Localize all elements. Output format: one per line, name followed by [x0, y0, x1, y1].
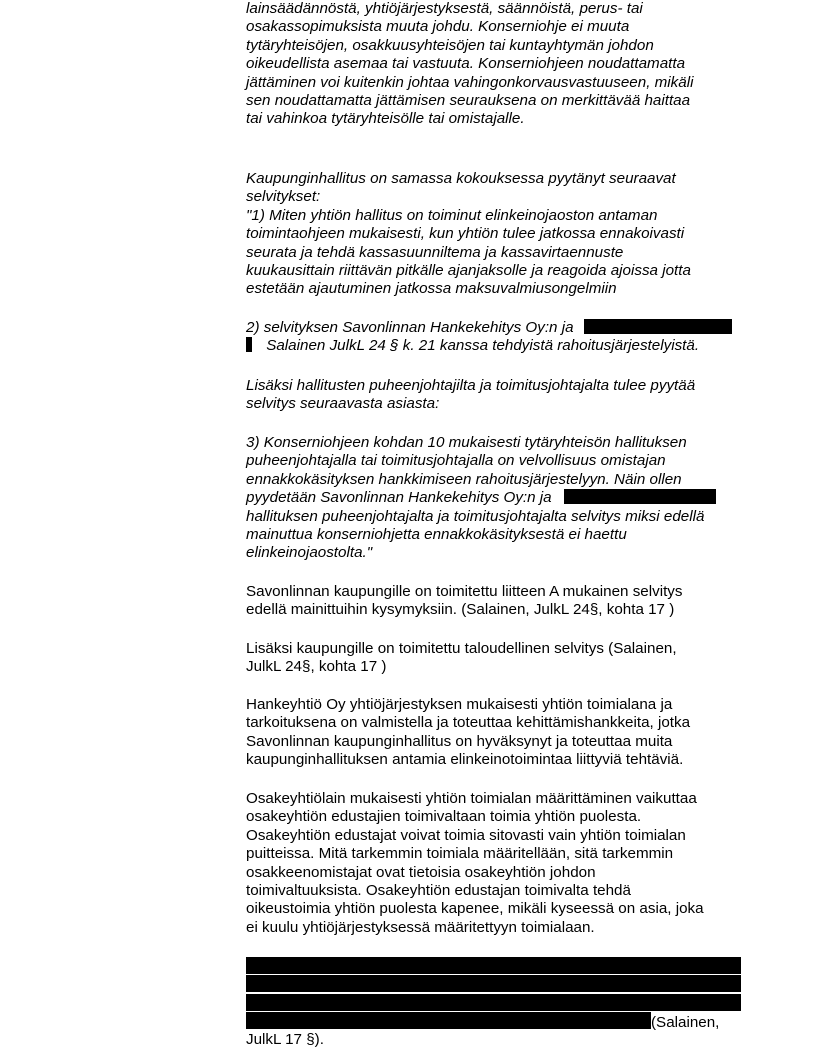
text-line: osakeyhtiön edustajien toimivaltaan toimia yhtiön puolesta.: [246, 808, 642, 826]
text-line: sen noudattamatta jättämisen seurauksena on merkittävää haittaa: [246, 91, 691, 109]
text-line: jättäminen voi kuitenkin johtaa vahingonkorvausvastuuseen, mikäli: [246, 73, 694, 91]
text-line: "1) Miten yhtiön hallitus on toiminut elinkeinojaoston antaman: [246, 206, 658, 224]
text-line: osakkeenomistajat ovat tietoisia osakeyhtiön johdon: [246, 863, 596, 881]
redaction-block: [246, 1012, 651, 1029]
text-line: tai vahinkoa tytäryhteisölle tai omistajalle.: [246, 110, 525, 128]
text-line: [246, 337, 732, 355]
company-purpose-paragraph: [246, 696, 690, 770]
request-2-paragraph: [246, 319, 732, 356]
text-line: [246, 1012, 746, 1030]
text-line: seurata ja tehdä kassasuunniltema ja kassavirtaennuste: [246, 243, 624, 261]
companies-act-paragraph: [246, 790, 704, 937]
text-line: ennakkokäsityksen hankkimiseen rahoitusjärjestelyyn. Näin ollen: [246, 470, 682, 488]
text-line: tarkoituksena on valmistella ja toteuttaa kehittämishankkeita, jotka: [246, 714, 691, 732]
redaction-block: [246, 994, 741, 1011]
text-line: Hankeyhtiö Oy yhtiöjärjestyksen mukaisesti yhtiön toimialana ja: [246, 696, 673, 713]
opening-paragraph: [246, 0, 693, 129]
redaction-block: [246, 957, 741, 974]
text-line: edellä mainittuihin kysymyksiin. (Salainen, JulkL 24§, kohta 17 ): [246, 601, 675, 619]
redacted-line: [246, 975, 746, 993]
text-line: toimintaohjeen mukaisesti, kun yhtiön tulee jatkossa ennakoivasti: [246, 225, 685, 243]
text-line: lainsäädännöstä, yhtiöjärjestyksestä, säännöistä, perus- tai: [246, 0, 643, 17]
request-2-text: Salainen JulkL 24 § k. 21 kanssa tehdyistä rahoitusjärjestelyistä.: [266, 337, 700, 355]
redacted-line: [246, 994, 746, 1012]
text-line: Kaupunginhallitus on samassa kokouksessa pyytänyt seuraavat: [246, 170, 676, 187]
text-line: selvitys seuraavasta asiasta:: [246, 395, 440, 413]
text-line: oikeustoimia yhtiön puolesta kapenee, mikäli kyseessä on asia, joka: [246, 900, 704, 918]
redaction-block: [246, 975, 741, 992]
redaction-block: [246, 337, 252, 352]
text-line: puitteissa. Mitä tarkemmin toimiala määritellään, sitä tarkemmin: [246, 845, 674, 863]
text-line: mainuttua konserniohjetta ennakkokäsityksestä ei haettu: [246, 525, 627, 543]
final-redacted-paragraph: [246, 957, 746, 1049]
text-line: Savonlinnan kaupunginhallitus on hyväksynyt ja toteuttaa muita: [246, 732, 673, 750]
request-3-paragraph: [246, 434, 716, 563]
text-line: elinkeinojaostolta.": [246, 544, 373, 562]
text-line: kaupunginhallituksen antamia elinkeinotoimintaa liittyviä tehtäviä.: [246, 751, 684, 769]
text-line: estetään ajautuminen jatkossa maksuvalmiusongelmiin: [246, 280, 617, 298]
request-2-text: 2) selvityksen Savonlinnan Hankekehitys Oy:n ja: [246, 319, 574, 336]
text-line: [246, 489, 716, 507]
reply-paragraph: [246, 583, 682, 620]
text-line: Lisäksi hallitusten puheenjohtajilta ja toimitusjohtajalta tulee pyytää: [246, 377, 696, 394]
text-line: oikeudellista asemaa tai vastuuta. Konserniohjeen noudattamatta: [246, 55, 686, 73]
text-line: ei kuulu yhtiöjärjestyksessä määritettyyn toimialaan.: [246, 918, 595, 936]
text-line: tytäryhteisöjen, osakkuusyhteisöjen tai kuntayhtymän johdon: [246, 36, 654, 54]
redacted-line: [246, 957, 746, 975]
redaction-block: [564, 489, 716, 504]
text-line: JulkL 17 §).: [246, 1030, 324, 1048]
redaction-block: [584, 319, 732, 334]
text-line: toimivaltuuksista. Osakeyhtiön edustajan toimivalta tehdä: [246, 881, 631, 899]
text-line: Osakeyhtiön edustajat voivat toimia sitovasti vain yhtiön toimialan: [246, 826, 686, 844]
text-line: Lisäksi kaupungille on toimitettu taloudellinen selvitys (Salainen,: [246, 640, 677, 657]
financial-paragraph: [246, 640, 677, 677]
text-line: puheenjohtajalla tai toimitusjohtajalla on velvollisuus omistajan: [246, 452, 666, 470]
text-line: hallituksen puheenjohtajalta ja toimitusjohtajalta selvitys miksi edellä: [246, 507, 705, 525]
request-paragraph: [246, 170, 691, 299]
text-line: JulkL 24§, kohta 17 ): [246, 658, 387, 676]
request-3-text: pyydetään Savonlinnan Hankekehitys Oy:n ja: [246, 489, 552, 507]
text-line: Savonlinnan kaupungille on toimitettu liitteen A mukainen selvitys: [246, 583, 683, 600]
text-line: Osakeyhtiölain mukaisesti yhtiön toimialan määrittäminen vaikuttaa: [246, 790, 697, 807]
text-line: selvitykset:: [246, 188, 321, 206]
text-line: kuukausittain riittävän pitkälle ajanjaksolle ja reagoida ajoissa jotta: [246, 261, 691, 279]
chairs-intro-paragraph: [246, 377, 695, 414]
text-line: 3) Konserniohjeen kohdan 10 mukaisesti tytäryhteisön hallituksen: [246, 434, 687, 451]
text-line: [246, 319, 732, 337]
text-line: osakassopimuksista muuta johdu. Konserniohje ei muuta: [246, 18, 630, 36]
final-tail-text: (Salainen,: [651, 1014, 720, 1032]
